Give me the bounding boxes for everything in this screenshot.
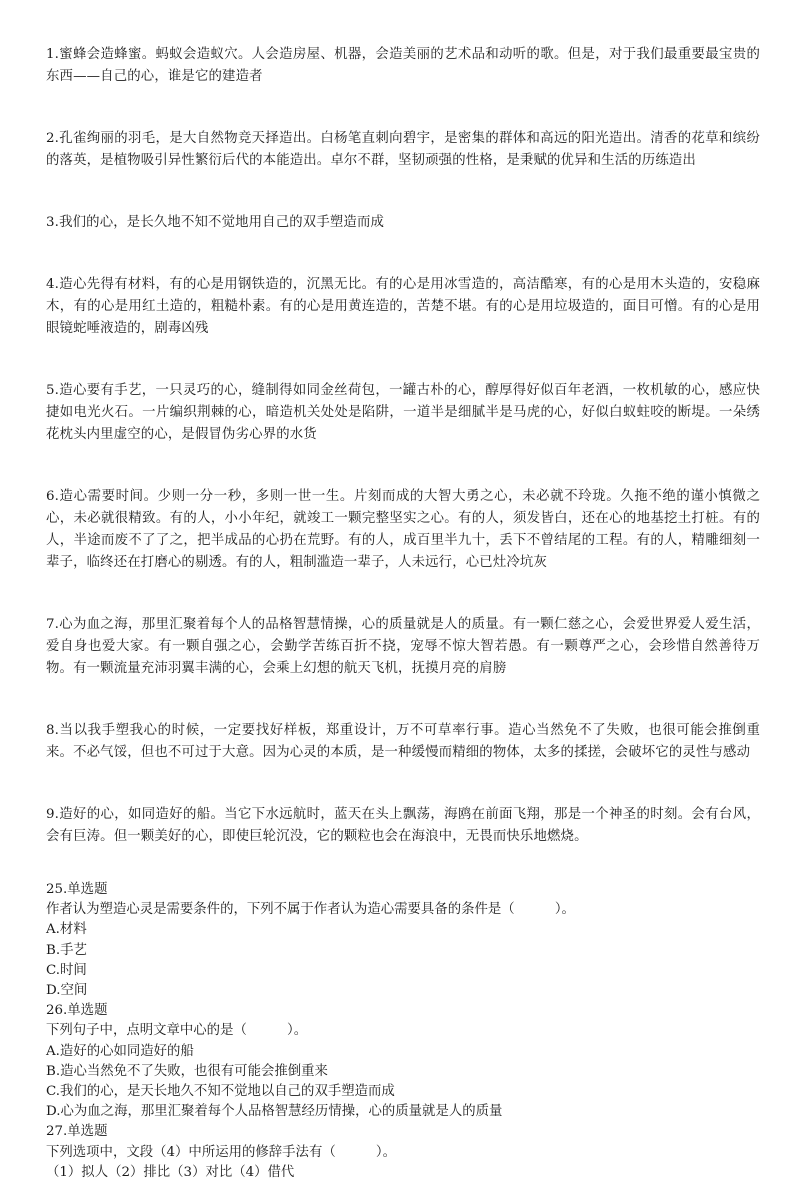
passage: [46, 44, 760, 848]
question-number: 26.单选题: [46, 1003, 108, 1019]
passage-paragraph-4: 4.造心先得有材料，有的心是用钢铁造的，沉黑无比。有的心是用冰雪造的，高洁酷寒，有的心是用木头造的，安稳麻木，有的心是用红土造的，粗糙朴素。有的心是用黄连造的，苦楚不堪。有的心是用垃圾造的，面目可憎。有的心是用眼镜蛇唾液造的，剧毒凶残: [46, 277, 760, 336]
option-list: （1）拟人（2）排比（3）对比（4）借代: [46, 1164, 295, 1180]
question-stem: 下列选项中，文段（4）中所运用的修辞手法有（ ）。: [46, 1144, 396, 1160]
option-c[interactable]: C.时间: [46, 962, 87, 978]
option-d[interactable]: D.心为血之海，那里汇聚着每个人品格智慧经历情操，心的质量就是人的质量: [46, 1104, 503, 1120]
option-b[interactable]: B.手艺: [46, 942, 87, 958]
question-stem: 作者认为塑造心灵是需要条件的，下列不属于作者认为造心需要具备的条件是（ ）。: [46, 902, 575, 918]
option-a[interactable]: A.材料: [46, 922, 87, 938]
question-26: [46, 1001, 760, 1122]
question-stem: 下列句子中，点明文章中心的是（ ）。: [46, 1023, 308, 1039]
passage-paragraph-1: 1.蜜蜂会造蜂蜜。蚂蚁会造蚁穴。人会造房屋、机器，会造美丽的艺术品和动听的歌。但是，对于我们最重要最宝贵的东西——自己的心，谁是它的建造者: [46, 47, 760, 84]
passage-paragraph-3: 3.我们的心，是长久地不知不觉地用自己的双手塑造而成: [46, 215, 385, 230]
question-25: [46, 880, 760, 1001]
option-c[interactable]: C.我们的心，是天长地久不知不觉地以自己的双手塑造而成: [46, 1084, 395, 1100]
question-number: 25.单选题: [46, 882, 108, 897]
option-b[interactable]: B.造心当然免不了失败，也很有可能会推倒重来: [46, 1063, 328, 1079]
passage-paragraph-9: 9.造好的心，如同造好的船。当它下水远航时，蓝天在头上飘荡，海鸥在前面飞翔，那是一个神圣的时刻。会有台风，会有巨涛。但一颗美好的心，即使巨轮沉没，它的颗粒也会在海浪中，无畏而快乐地燃烧。: [46, 807, 760, 844]
passage-paragraph-6: 6.造心需要时间。少则一分一秒，多则一世一生。片刻而成的大智大勇之心，未必就不玲珑。久拖不绝的谨小慎微之心，未必就很精致。有的人，小小年纪，就竣工一颗完整坚实之心。有的人，须发皆白，还在心的地基挖土打桩。有的人，半途而废不了了之，把半成品的心扔在荒野。有的人，成百里半九十，丢下不曾结尾的工程。有的人，精雕细刻一辈子，临终还在打磨心的剔透。有的人，粗制滥造一辈子，人未远行，心已灶冷坑灰: [46, 489, 760, 570]
option-a[interactable]: A.造好的心如同造好的船: [46, 1043, 194, 1059]
question-number: 27.单选题: [46, 1124, 108, 1140]
option-d[interactable]: D.空间: [46, 983, 88, 999]
passage-paragraph-5: 5.造心要有手艺，一只灵巧的心，缝制得如同金丝荷包，一罐古朴的心，醇厚得好似百年老酒，一枚机敏的心，感应快捷如电光火石。一片编织荆棘的心，暗造机关处处是陷阱，一道半是细腻半是马虎的心，好似白蚁蛀咬的断堤。一朵绣花枕头内里虚空的心，是假冒伪劣心界的水货: [46, 383, 760, 442]
passage-paragraph-2: 2.孔雀绚丽的羽毛，是大自然物竞天择造出。白杨笔直刺向碧宇，是密集的群体和高远的阳光造出。清香的花草和缤纷的落英，是植物吸引异性繁衍后代的本能造出。卓尔不群，坚韧顽强的性格，是秉赋的优异和生活的历练造出: [46, 131, 760, 168]
passage-paragraph-7: 7.心为血之海，那里汇聚着每个人的品格智慧情操，心的质量就是人的质量。有一颗仁慈之心，会爱世界爱人爱生活，爱自身也爱大家。有一颗自强之心，会勤学苦练百折不挠，宠辱不惊大智若愚。有一颗尊严之心，会珍惜自然善待万物。有一颗流量充沛羽翼丰满的心，会乘上幻想的航天飞机，抚摸月亮的肩膀: [46, 617, 760, 676]
passage-paragraph-8: 8.当以我手塑我心的时候，一定要找好样板，郑重设计，万不可草率行事。造心当然免不了失败，也很可能会推倒重来。不必气馁，但也不可过于大意。因为心灵的本质，是一种缓慢而精细的物体，太多的揉搓，会破坏它的灵性与感动: [46, 723, 760, 760]
question-list: [46, 880, 760, 1183]
